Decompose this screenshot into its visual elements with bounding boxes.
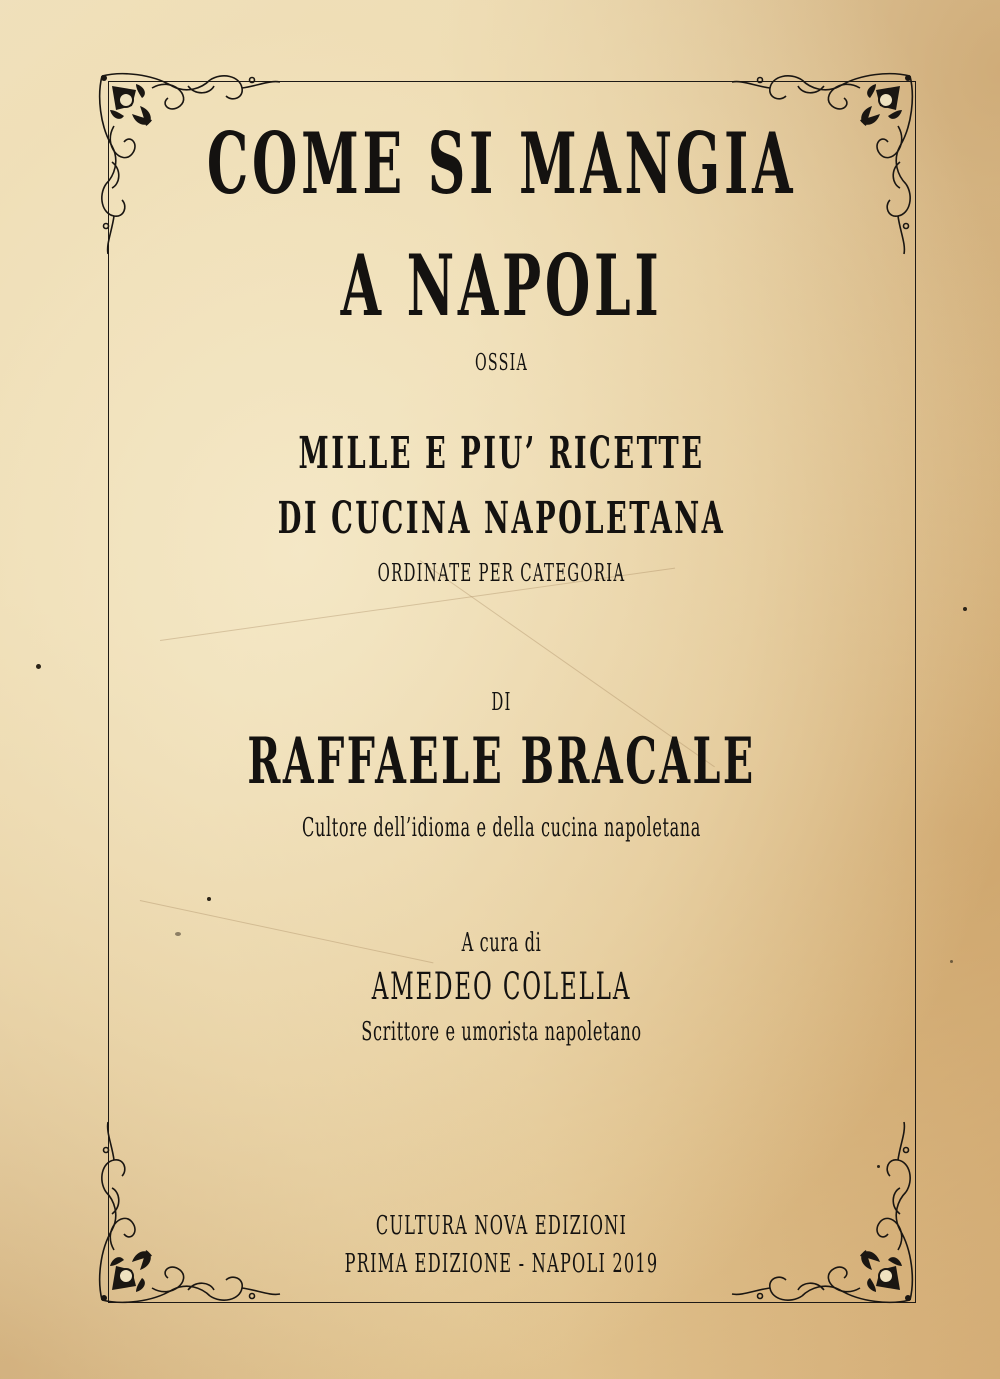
by-label: DI [491,688,512,716]
ossia-label: OSSIA [474,350,529,376]
editor-description: Scrittore e umorista napoletano [361,1017,642,1047]
author-name: RAFFAELE BRACALE [247,724,756,799]
author-description: Cultore dell’idioma e della cucina napoletana [301,813,702,843]
title-line-1: COME SI MANGIA [206,114,797,213]
paper-speck [950,960,953,963]
paper-speck [963,607,967,611]
edited-by-label: A cura di [461,928,542,958]
publisher-name: CULTURA NOVA EDIZIONI [375,1211,628,1241]
paper-speck [36,664,41,669]
title-line-2: A NAPOLI [340,236,663,335]
subtitle-line-1: MILLE E PIU’ RICETTE [298,428,705,479]
subtitle-line-3: ORDINATE PER CATEGORIA [377,559,626,587]
edition-info: PRIMA EDIZIONE - NAPOLI 2019 [344,1249,659,1279]
subtitle-line-2: DI CUCINA NAPOLETANA [277,493,726,544]
editor-name: AMEDEO COLELLA [371,965,632,1008]
